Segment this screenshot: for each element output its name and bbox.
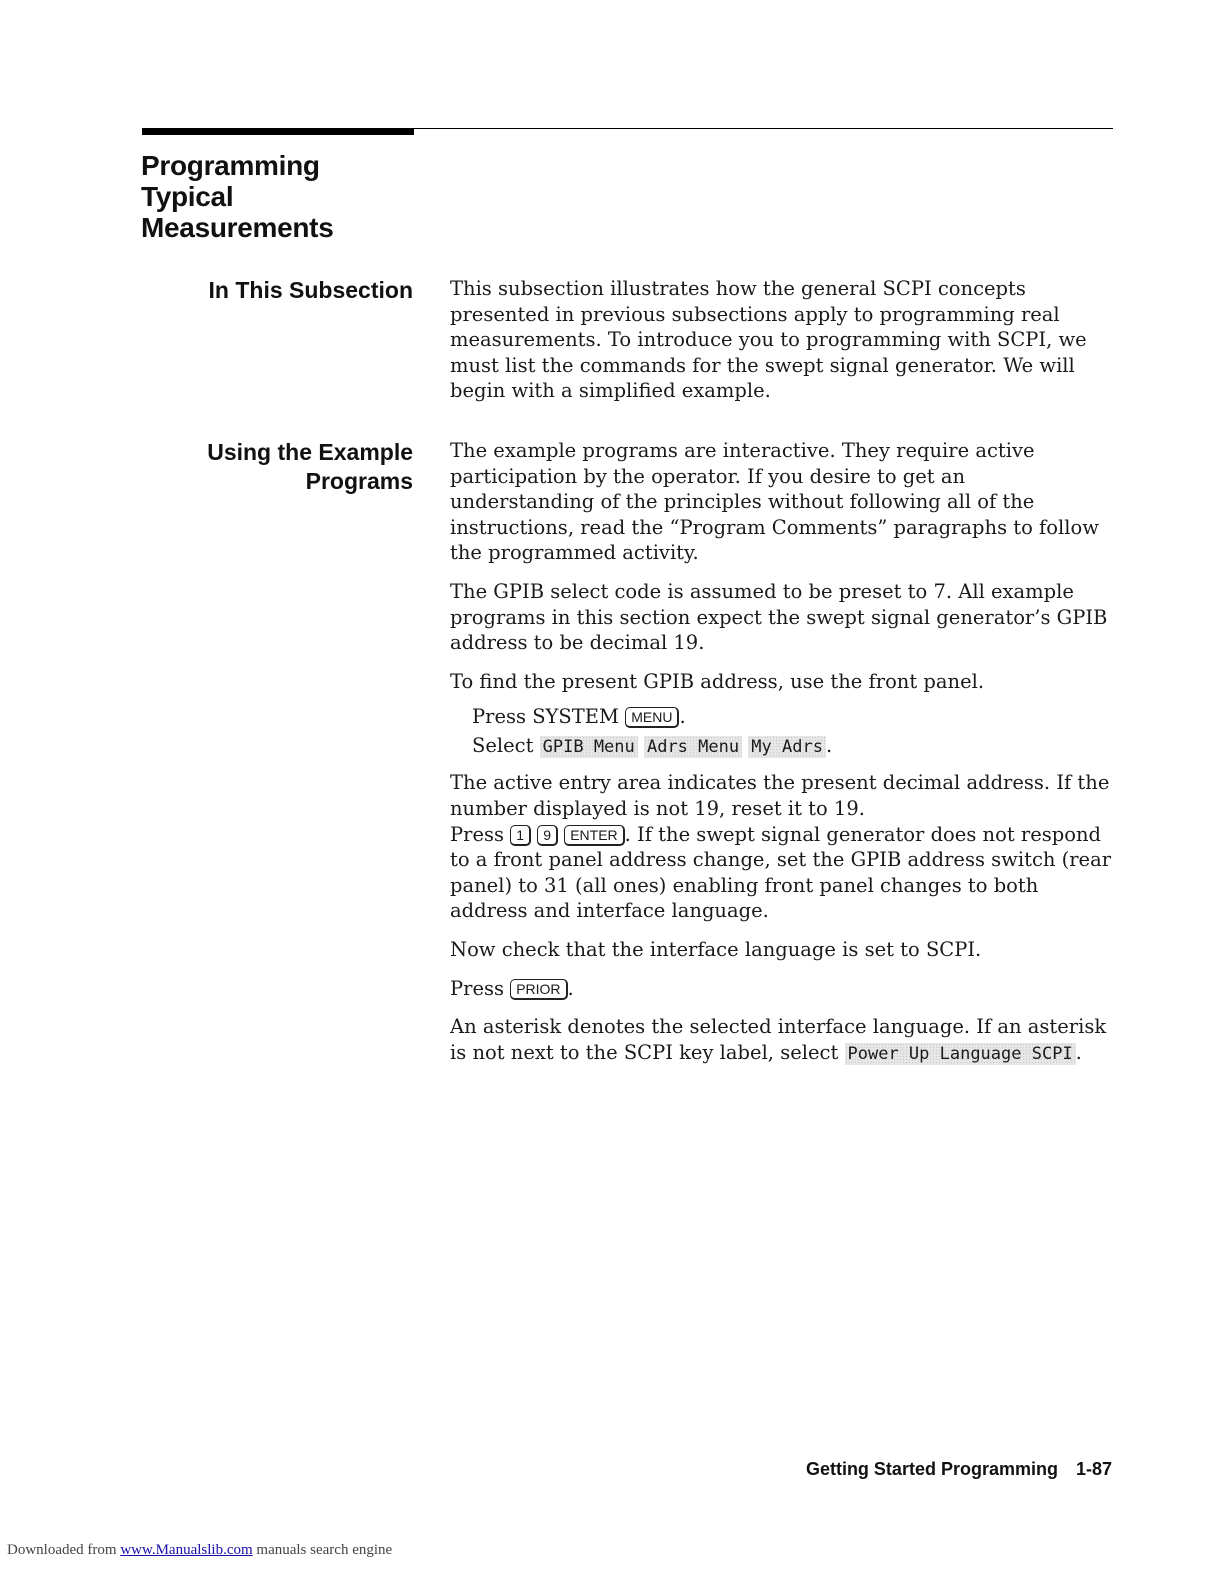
paragraph: The example programs are interactive. They require active participation by the operator. If you desire to get an understanding of the principles without following all of the instructions, read the “Program Comments” paragraphs to follow the programmed activity. (450, 439, 1099, 565)
paragraph-select-language: An asterisk denotes the selected interface language. If an asterisk is not next to the SCPI key label, select Power Up Language SCPI . (450, 1015, 1107, 1064)
footer-title: Getting Started Programming (805, 1459, 1058, 1479)
my-adrs-softkey[interactable]: My Adrs (748, 736, 826, 758)
step-text: Select (472, 734, 534, 758)
page-number: 1-87 (1075, 1459, 1112, 1479)
download-note: Downloaded from www.Manualslib.com manuals search engine (7, 1542, 393, 1558)
menu-hardkey[interactable]: MENU (625, 707, 679, 728)
chapter-title-line: Programming (141, 150, 320, 181)
gpib-menu-softkey[interactable]: GPIB Menu (540, 736, 638, 758)
heading-line: Programs (305, 468, 413, 494)
paragraph: Now check that the interface language is set to SCPI. (450, 937, 982, 961)
paragraph: To find the present GPIB address, use the front panel. (450, 669, 985, 693)
section-heading-in-this-subsection: In This Subsection (208, 277, 413, 303)
step-press-system-menu: Press SYSTEM MENU . (472, 705, 686, 729)
section-body-using-examples (450, 438, 1115, 1078)
prior-hardkey[interactable]: PRIOR (510, 979, 567, 1000)
header-rule-thick (142, 128, 414, 135)
paragraph: This subsection illustrates how the general SCPI concepts presented in previous subsections apply to programming real measurements. To introduce you to programming with SCPI, we must list the commands for the swept signal generator. We will begin with a simplified example. (450, 277, 1087, 403)
chapter-title-line: Measurements (141, 212, 334, 243)
paragraph-press-prior: Press PRIOR . (450, 976, 574, 1000)
instruction-steps (450, 702, 1115, 760)
section-body-in-this-subsection (450, 276, 1115, 417)
page-footer (806, 1459, 1112, 1480)
paragraph: The GPIB select code is assumed to be preset to 7. All example programs in this section expect the swept signal generator’s GPIB address to be decimal 19. (450, 579, 1108, 655)
power-up-language-scpi-softkey[interactable]: Power Up Language SCPI (845, 1043, 1076, 1065)
adrs-menu-softkey[interactable]: Adrs Menu (644, 736, 742, 758)
digit-1-hardkey[interactable]: 1 (510, 825, 531, 846)
section-heading-using-examples (207, 438, 413, 495)
chapter-title (141, 150, 333, 243)
paragraph: The active entry area indicates the present decimal address. If the number displayed is not 19, reset it to 19. (450, 771, 1110, 820)
paragraph-press-keys: Press 1 9 ENTER . If the swept signal generator does not respond to a front panel address change, set the GPIB address switch (rear panel) to 31 (all ones) enabling front panel changes to both address and interface language. (450, 822, 1112, 923)
enter-hardkey[interactable]: ENTER (564, 825, 624, 846)
step-select-softkeys: Select GPIB Menu Adrs Menu My Adrs . (472, 734, 833, 758)
heading-line: Using the Example (207, 439, 413, 465)
step-text: Press SYSTEM (472, 705, 619, 729)
chapter-title-line: Typical (141, 181, 234, 212)
digit-9-hardkey[interactable]: 9 (537, 825, 558, 846)
manualslib-link[interactable]: www.Manualslib.com (120, 1542, 253, 1558)
